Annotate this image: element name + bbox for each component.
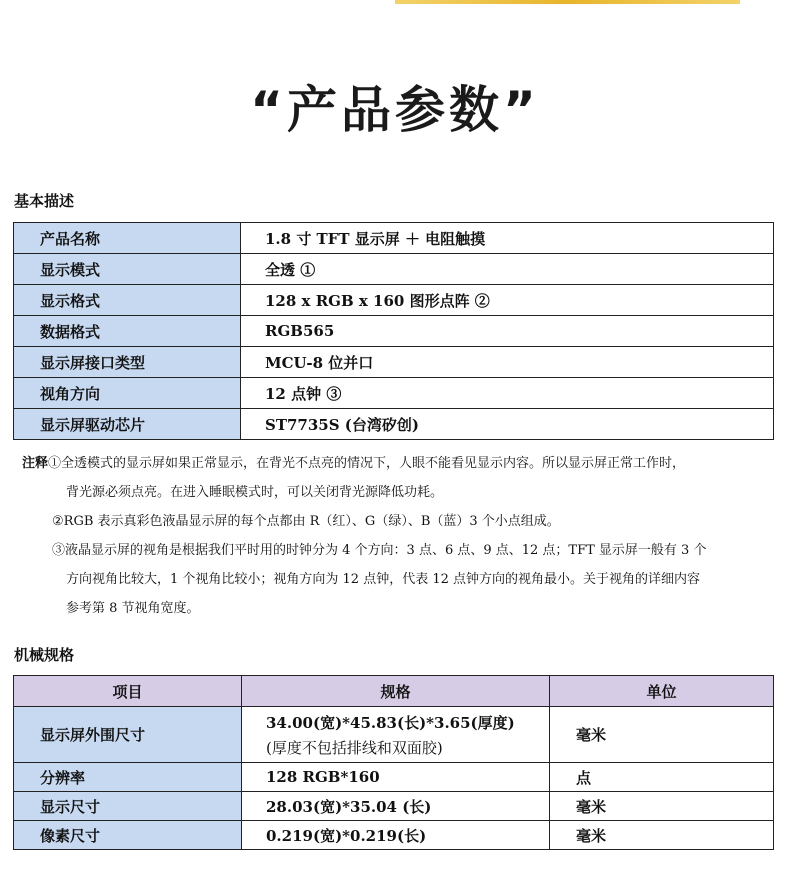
row-key: 产品名称 <box>14 223 241 254</box>
page-title: “产品参数” <box>250 81 540 139</box>
table-row <box>14 316 774 347</box>
spec-note: (厚度不包括排线和双面胶) <box>266 738 443 757</box>
row-unit: 毫米 <box>550 707 774 763</box>
basic-spec-table <box>13 222 774 440</box>
top-accent-bar <box>395 0 740 4</box>
table-row <box>14 409 774 440</box>
row-value: ST7735S (台湾矽创) <box>241 409 774 440</box>
note-text: ①全透模式的显示屏如果正常显示，在背光不点亮的情况下，人眼不能看见显示内容。所以显示屏正常工作时， <box>48 456 686 471</box>
row-value: 128 RGB*160 <box>242 763 550 792</box>
table-row <box>14 347 774 378</box>
row-key: 数据格式 <box>14 316 241 347</box>
row-key: 像素尺寸 <box>14 821 242 850</box>
row-key: 显示模式 <box>14 254 241 285</box>
row-key: 显示屏外围尺寸 <box>14 707 242 763</box>
table-row <box>14 254 774 285</box>
row-value: 1.8 寸 TFT 显示屏 ＋ 电阻触摸 <box>241 223 774 254</box>
row-value: 12 点钟 ③ <box>241 378 774 409</box>
table-row <box>14 285 774 316</box>
row-value: RGB565 <box>241 316 774 347</box>
table-row <box>14 792 774 821</box>
col-header-unit: 单位 <box>550 676 774 707</box>
table-row <box>14 707 774 763</box>
note-line: 背光源必须点亮。在进入睡眠模式时，可以关闭背光源降低功耗。 <box>66 485 444 500</box>
table-row <box>14 763 774 792</box>
row-value <box>242 707 550 763</box>
basic-section-heading: 基本描述 <box>14 192 75 210</box>
note-line: 参考第 8 节视角宽度。 <box>66 601 200 616</box>
row-key: 显示屏驱动芯片 <box>14 409 241 440</box>
mech-spec-table <box>13 675 774 850</box>
table-row <box>14 378 774 409</box>
row-value: 全透 ① <box>241 254 774 285</box>
notes-label: 注释 <box>22 456 49 471</box>
table-row <box>14 223 774 254</box>
row-value: 0.219(宽)*0.219(长) <box>242 821 550 850</box>
row-value: 28.03(宽)*35.04 (长) <box>242 792 550 821</box>
row-unit: 点 <box>550 763 774 792</box>
row-unit: 毫米 <box>550 792 774 821</box>
table-header-row <box>14 676 774 707</box>
table-row <box>14 821 774 850</box>
spec-main: 34.00(宽)*45.83(长)*3.65(厚度) <box>266 713 515 732</box>
row-unit: 毫米 <box>550 821 774 850</box>
row-value: 128 x RGB x 160 图形点阵 ② <box>241 285 774 316</box>
note-line <box>22 449 782 478</box>
col-header-spec: 规格 <box>242 676 550 707</box>
row-key: 视角方向 <box>14 378 241 409</box>
row-value: MCU-8 位并口 <box>241 347 774 378</box>
row-key: 显示屏接口类型 <box>14 347 241 378</box>
mech-section-heading: 机械规格 <box>14 646 75 664</box>
notes-block <box>22 449 782 623</box>
note-line: 方向视角比较大，1 个视角比较小；视角方向为 12 点钟，代表 12 点钟方向的视角最小。关于视角的详细内容 <box>66 572 701 587</box>
col-header-item: 项目 <box>14 676 242 707</box>
row-key: 显示尺寸 <box>14 792 242 821</box>
row-key: 分辨率 <box>14 763 242 792</box>
note-line: ②RGB 表示真彩色液晶显示屏的每个点都由 R（红）、G（绿）、B（蓝）3 个小点组成。 <box>52 514 560 529</box>
note-line: ③液晶显示屏的视角是根据我们平时用的时钟分为 4 个方向：3 点、6 点、9 点、12 点；TFT 显示屏一般有 3 个 <box>52 543 707 558</box>
row-key: 显示格式 <box>14 285 241 316</box>
